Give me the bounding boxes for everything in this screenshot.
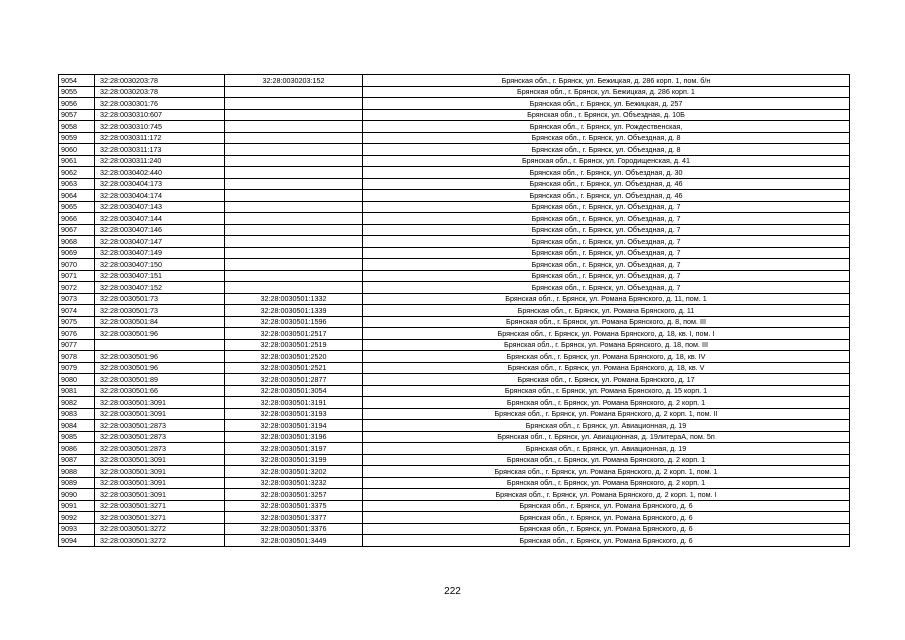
cadastral-object-cell: 32:28:0030501:3376 xyxy=(225,523,363,535)
table-row xyxy=(59,489,850,501)
cadastral-object-cell: 32:28:0030501:1596 xyxy=(225,316,363,328)
address-cell: Брянская обл., г. Брянск, ул. Романа Брянского, д. 18, кв. IV xyxy=(363,351,850,363)
row-number-cell: 9089 xyxy=(59,477,95,489)
address-cell: Брянская обл., г. Брянск, ул. Объездная, д. 7 xyxy=(363,259,850,271)
cadastral-object-cell: 32:28:0030501:3191 xyxy=(225,397,363,409)
cadastral-parcel-cell xyxy=(95,339,225,351)
table-row xyxy=(59,282,850,294)
table-row xyxy=(59,443,850,455)
cadastral-object-cell xyxy=(225,144,363,156)
row-number-cell: 9084 xyxy=(59,420,95,432)
table-row xyxy=(59,75,850,87)
row-number-cell: 9063 xyxy=(59,178,95,190)
cadastral-parcel-cell: 32:28:0030407:143 xyxy=(95,201,225,213)
address-cell: Брянская обл., г. Брянск, ул. Городищенская, д. 41 xyxy=(363,155,850,167)
address-cell: Брянская обл., г. Брянск, ул. Авиационная, д. 19литераА, пом. 5п xyxy=(363,431,850,443)
table-row xyxy=(59,178,850,190)
address-cell: Брянская обл., г. Брянск, ул. Объездная, д. 7 xyxy=(363,224,850,236)
cadastral-object-cell xyxy=(225,167,363,179)
cadastral-parcel-cell: 32:28:0030404:173 xyxy=(95,178,225,190)
cadastral-parcel-cell: 32:28:0030501:3091 xyxy=(95,408,225,420)
table-row xyxy=(59,259,850,271)
address-cell: Брянская обл., г. Брянск, ул. Романа Брянского, д. 6 xyxy=(363,523,850,535)
cadastral-object-cell xyxy=(225,247,363,259)
cadastral-parcel-cell: 32:28:0030501:2873 xyxy=(95,431,225,443)
cadastral-object-cell xyxy=(225,121,363,133)
table-row xyxy=(59,431,850,443)
row-number-cell: 9074 xyxy=(59,305,95,317)
address-cell: Брянская обл., г. Брянск, ул. Романа Брянского, д. 8, пом. III xyxy=(363,316,850,328)
row-number-cell: 9069 xyxy=(59,247,95,259)
table-row xyxy=(59,305,850,317)
address-cell: Брянская обл., г. Брянск, ул. Объездная, д. 7 xyxy=(363,201,850,213)
address-cell: Брянская обл., г. Брянск, ул. Объездная, д. 8 xyxy=(363,132,850,144)
cadastral-object-cell: 32:28:0030501:3257 xyxy=(225,489,363,501)
cadastral-object-cell xyxy=(225,155,363,167)
cadastral-parcel-cell: 32:28:0030203:78 xyxy=(95,86,225,98)
cadastral-parcel-cell: 32:28:0030501:3272 xyxy=(95,535,225,547)
row-number-cell: 9076 xyxy=(59,328,95,340)
row-number-cell: 9060 xyxy=(59,144,95,156)
cadastral-parcel-cell: 32:28:0030501:3272 xyxy=(95,523,225,535)
address-cell: Брянская обл., г. Брянск, ул. Романа Брянского, д. 2 корп. 1, пом. II xyxy=(363,408,850,420)
table-row xyxy=(59,213,850,225)
address-cell: Брянская обл., г. Брянск, ул. Рождественская, xyxy=(363,121,850,133)
row-number-cell: 9077 xyxy=(59,339,95,351)
cadastral-object-cell xyxy=(225,270,363,282)
table-row xyxy=(59,247,850,259)
address-cell: Брянская обл., г. Брянск, ул. Объездная, д. 30 xyxy=(363,167,850,179)
cadastral-parcel-cell: 32:28:0030501:96 xyxy=(95,328,225,340)
row-number-cell: 9081 xyxy=(59,385,95,397)
table-row xyxy=(59,535,850,547)
row-number-cell: 9072 xyxy=(59,282,95,294)
cadastral-parcel-cell: 32:28:0030501:2873 xyxy=(95,420,225,432)
table-row xyxy=(59,121,850,133)
table-row xyxy=(59,155,850,167)
cadastral-object-cell: 32:28:0030501:3054 xyxy=(225,385,363,397)
address-cell: Брянская обл., г. Брянск, ул. Авиационная, д. 19 xyxy=(363,443,850,455)
cadastral-parcel-cell: 32:28:0030501:3271 xyxy=(95,512,225,524)
row-number-cell: 9078 xyxy=(59,351,95,363)
row-number-cell: 9070 xyxy=(59,259,95,271)
address-cell: Брянская обл., г. Брянск, ул. Бежицкая, д. 286 корп. 1, пом. б/н xyxy=(363,75,850,87)
address-cell: Брянская обл., г. Брянск, ул. Авиационная, д. 19 xyxy=(363,420,850,432)
table-row xyxy=(59,512,850,524)
cadastral-parcel-cell: 32:28:0030407:146 xyxy=(95,224,225,236)
row-number-cell: 9086 xyxy=(59,443,95,455)
row-number-cell: 9064 xyxy=(59,190,95,202)
table-row xyxy=(59,362,850,374)
row-number-cell: 9062 xyxy=(59,167,95,179)
table-row xyxy=(59,339,850,351)
cadastral-object-cell xyxy=(225,109,363,121)
table-row xyxy=(59,420,850,432)
table-row xyxy=(59,454,850,466)
row-number-cell: 9056 xyxy=(59,98,95,110)
table-row xyxy=(59,523,850,535)
cadastral-parcel-cell: 32:28:0030407:144 xyxy=(95,213,225,225)
row-number-cell: 9058 xyxy=(59,121,95,133)
table-row xyxy=(59,316,850,328)
table-row xyxy=(59,293,850,305)
cadastral-parcel-cell: 32:28:0030407:147 xyxy=(95,236,225,248)
address-cell: Брянская обл., г. Брянск, ул. Романа Брянского, д. 6 xyxy=(363,500,850,512)
table-row xyxy=(59,397,850,409)
table-row xyxy=(59,408,850,420)
cadastral-parcel-cell: 32:28:0030501:3091 xyxy=(95,397,225,409)
cadastral-object-cell: 32:28:0030501:3375 xyxy=(225,500,363,512)
cadastral-object-cell xyxy=(225,98,363,110)
table-row xyxy=(59,385,850,397)
address-cell: Брянская обл., г. Брянск, ул. Романа Брянского, д. 11 xyxy=(363,305,850,317)
cadastral-object-cell xyxy=(225,201,363,213)
cadastral-object-cell: 32:28:0030501:3197 xyxy=(225,443,363,455)
cadastral-object-cell: 32:28:0030501:2877 xyxy=(225,374,363,386)
cadastral-parcel-cell: 32:28:0030404:174 xyxy=(95,190,225,202)
row-number-cell: 9068 xyxy=(59,236,95,248)
row-number-cell: 9094 xyxy=(59,535,95,547)
table-row xyxy=(59,351,850,363)
address-cell: Брянская обл., г. Брянск, ул. Романа Брянского, д. 2 корп. 1 xyxy=(363,397,850,409)
address-cell: Брянская обл., г. Брянск, ул. Объездная, д. 7 xyxy=(363,213,850,225)
cadastral-parcel-cell: 32:28:0030501:2873 xyxy=(95,443,225,455)
cadastral-object-cell: 32:28:0030501:3377 xyxy=(225,512,363,524)
cadastral-object-cell xyxy=(225,282,363,294)
cadastral-object-cell: 32:28:0030501:3194 xyxy=(225,420,363,432)
cadastral-parcel-cell: 32:28:0030311:173 xyxy=(95,144,225,156)
address-cell: Брянская обл., г. Брянск, ул. Объездная, д. 7 xyxy=(363,282,850,294)
row-number-cell: 9066 xyxy=(59,213,95,225)
cadastral-object-cell: 32:28:0030203:152 xyxy=(225,75,363,87)
cadastral-parcel-cell: 32:28:0030311:172 xyxy=(95,132,225,144)
address-cell: Брянская обл., г. Брянск, ул. Объездная, д. 10Б xyxy=(363,109,850,121)
cadastral-parcel-cell: 32:28:0030407:149 xyxy=(95,247,225,259)
table-row xyxy=(59,167,850,179)
cadastral-parcel-cell: 32:28:0030402:440 xyxy=(95,167,225,179)
address-cell: Брянская обл., г. Брянск, ул. Объездная, д. 8 xyxy=(363,144,850,156)
row-number-cell: 9075 xyxy=(59,316,95,328)
row-number-cell: 9085 xyxy=(59,431,95,443)
table-row xyxy=(59,328,850,340)
row-number-cell: 9055 xyxy=(59,86,95,98)
table-row xyxy=(59,201,850,213)
address-cell: Брянская обл., г. Брянск, ул. Объездная, д. 7 xyxy=(363,247,850,259)
address-cell: Брянская обл., г. Брянск, ул. Романа Брянского, д. 18, кв. V xyxy=(363,362,850,374)
table-row xyxy=(59,144,850,156)
cadastral-parcel-cell: 32:28:0030407:150 xyxy=(95,259,225,271)
table-row xyxy=(59,374,850,386)
row-number-cell: 9088 xyxy=(59,466,95,478)
row-number-cell: 9082 xyxy=(59,397,95,409)
table-row xyxy=(59,270,850,282)
address-cell: Брянская обл., г. Брянск, ул. Романа Брянского, д. 17 xyxy=(363,374,850,386)
row-number-cell: 9071 xyxy=(59,270,95,282)
cadastral-object-cell: 32:28:0030501:1332 xyxy=(225,293,363,305)
cadastral-parcel-cell: 32:28:0030301:76 xyxy=(95,98,225,110)
row-number-cell: 9087 xyxy=(59,454,95,466)
row-number-cell: 9090 xyxy=(59,489,95,501)
table-row xyxy=(59,466,850,478)
cadastral-parcel-cell: 32:28:0030501:96 xyxy=(95,362,225,374)
cadastral-object-cell: 32:28:0030501:2520 xyxy=(225,351,363,363)
table-row xyxy=(59,98,850,110)
cadastral-parcel-cell: 32:28:0030407:152 xyxy=(95,282,225,294)
cadastral-parcel-cell: 32:28:0030501:3091 xyxy=(95,477,225,489)
row-number-cell: 9093 xyxy=(59,523,95,535)
table-row xyxy=(59,236,850,248)
address-cell: Брянская обл., г. Брянск, ул. Романа Брянского, д. 6 xyxy=(363,512,850,524)
table-row xyxy=(59,86,850,98)
cadastral-object-cell xyxy=(225,86,363,98)
row-number-cell: 9080 xyxy=(59,374,95,386)
table-row xyxy=(59,109,850,121)
cadastral-object-cell xyxy=(225,213,363,225)
table-row xyxy=(59,477,850,489)
address-cell: Брянская обл., г. Брянск, ул. Романа Брянского, д. 18, кв. I, пом. I xyxy=(363,328,850,340)
row-number-cell: 9067 xyxy=(59,224,95,236)
cadastral-object-cell: 32:28:0030501:2521 xyxy=(225,362,363,374)
cadastral-parcel-cell: 32:28:0030501:66 xyxy=(95,385,225,397)
address-cell: Брянская обл., г. Брянск, ул. Бежицкая, д. 257 xyxy=(363,98,850,110)
cadastral-parcel-cell: 32:28:0030501:3091 xyxy=(95,466,225,478)
address-cell: Брянская обл., г. Брянск, ул. Объездная, д. 7 xyxy=(363,270,850,282)
cadastral-parcel-cell: 32:28:0030311:240 xyxy=(95,155,225,167)
cadastral-object-cell: 32:28:0030501:3193 xyxy=(225,408,363,420)
registry-table xyxy=(58,74,850,547)
row-number-cell: 9061 xyxy=(59,155,95,167)
row-number-cell: 9092 xyxy=(59,512,95,524)
cadastral-object-cell: 32:28:0030501:3232 xyxy=(225,477,363,489)
cadastral-parcel-cell: 32:28:0030501:3271 xyxy=(95,500,225,512)
table-row xyxy=(59,224,850,236)
cadastral-object-cell: 32:28:0030501:2519 xyxy=(225,339,363,351)
address-cell: Брянская обл., г. Брянск, ул. Романа Брянского, д. 2 корп. 1, пом. 1 xyxy=(363,466,850,478)
row-number-cell: 9079 xyxy=(59,362,95,374)
registry-table-body xyxy=(59,75,850,547)
row-number-cell: 9091 xyxy=(59,500,95,512)
cadastral-object-cell xyxy=(225,224,363,236)
row-number-cell: 9054 xyxy=(59,75,95,87)
address-cell: Брянская обл., г. Брянск, ул. Объездная, д. 46 xyxy=(363,190,850,202)
cadastral-parcel-cell: 32:28:0030407:151 xyxy=(95,270,225,282)
row-number-cell: 9073 xyxy=(59,293,95,305)
cadastral-object-cell xyxy=(225,259,363,271)
row-number-cell: 9083 xyxy=(59,408,95,420)
cadastral-object-cell: 32:28:0030501:3202 xyxy=(225,466,363,478)
address-cell: Брянская обл., г. Брянск, ул. Объездная, д. 46 xyxy=(363,178,850,190)
cadastral-parcel-cell: 32:28:0030501:3091 xyxy=(95,489,225,501)
cadastral-object-cell: 32:28:0030501:3449 xyxy=(225,535,363,547)
cadastral-parcel-cell: 32:28:0030501:96 xyxy=(95,351,225,363)
table-row xyxy=(59,132,850,144)
address-cell: Брянская обл., г. Брянск, ул. Романа Брянского, д. 6 xyxy=(363,535,850,547)
cadastral-object-cell: 32:28:0030501:3199 xyxy=(225,454,363,466)
cadastral-parcel-cell: 32:28:0030501:3091 xyxy=(95,454,225,466)
row-number-cell: 9059 xyxy=(59,132,95,144)
cadastral-object-cell xyxy=(225,178,363,190)
page-number: 222 xyxy=(444,586,461,597)
address-cell: Брянская обл., г. Брянск, ул. Романа Брянского, д. 15 корп. 1 xyxy=(363,385,850,397)
row-number-cell: 9065 xyxy=(59,201,95,213)
address-cell: Брянская обл., г. Брянск, ул. Романа Брянского, д. 2 корп. 1, пом. I xyxy=(363,489,850,501)
address-cell: Брянская обл., г. Брянск, ул. Романа Брянского, д. 2 корп. 1 xyxy=(363,454,850,466)
address-cell: Брянская обл., г. Брянск, ул. Романа Брянского, д. 18, пом. III xyxy=(363,339,850,351)
address-cell: Брянская обл., г. Брянск, ул. Бежицкая, д. 286 корп. 1 xyxy=(363,86,850,98)
row-number-cell: 9057 xyxy=(59,109,95,121)
cadastral-object-cell: 32:28:0030501:2517 xyxy=(225,328,363,340)
address-cell: Брянская обл., г. Брянск, ул. Романа Брянского, д. 2 корп. 1 xyxy=(363,477,850,489)
cadastral-parcel-cell: 32:28:0030501:73 xyxy=(95,293,225,305)
cadastral-parcel-cell: 32:28:0030501:73 xyxy=(95,305,225,317)
address-cell: Брянская обл., г. Брянск, ул. Романа Брянского, д. 11, пом. 1 xyxy=(363,293,850,305)
cadastral-parcel-cell: 32:28:0030501:89 xyxy=(95,374,225,386)
cadastral-object-cell: 32:28:0030501:3196 xyxy=(225,431,363,443)
table-row xyxy=(59,500,850,512)
table-row xyxy=(59,190,850,202)
cadastral-object-cell xyxy=(225,132,363,144)
cadastral-parcel-cell: 32:28:0030310:607 xyxy=(95,109,225,121)
cadastral-object-cell xyxy=(225,190,363,202)
cadastral-parcel-cell: 32:28:0030203:78 xyxy=(95,75,225,87)
cadastral-parcel-cell: 32:28:0030501:84 xyxy=(95,316,225,328)
cadastral-object-cell xyxy=(225,236,363,248)
address-cell: Брянская обл., г. Брянск, ул. Объездная, д. 7 xyxy=(363,236,850,248)
cadastral-object-cell: 32:28:0030501:1339 xyxy=(225,305,363,317)
cadastral-parcel-cell: 32:28:0030310:745 xyxy=(95,121,225,133)
